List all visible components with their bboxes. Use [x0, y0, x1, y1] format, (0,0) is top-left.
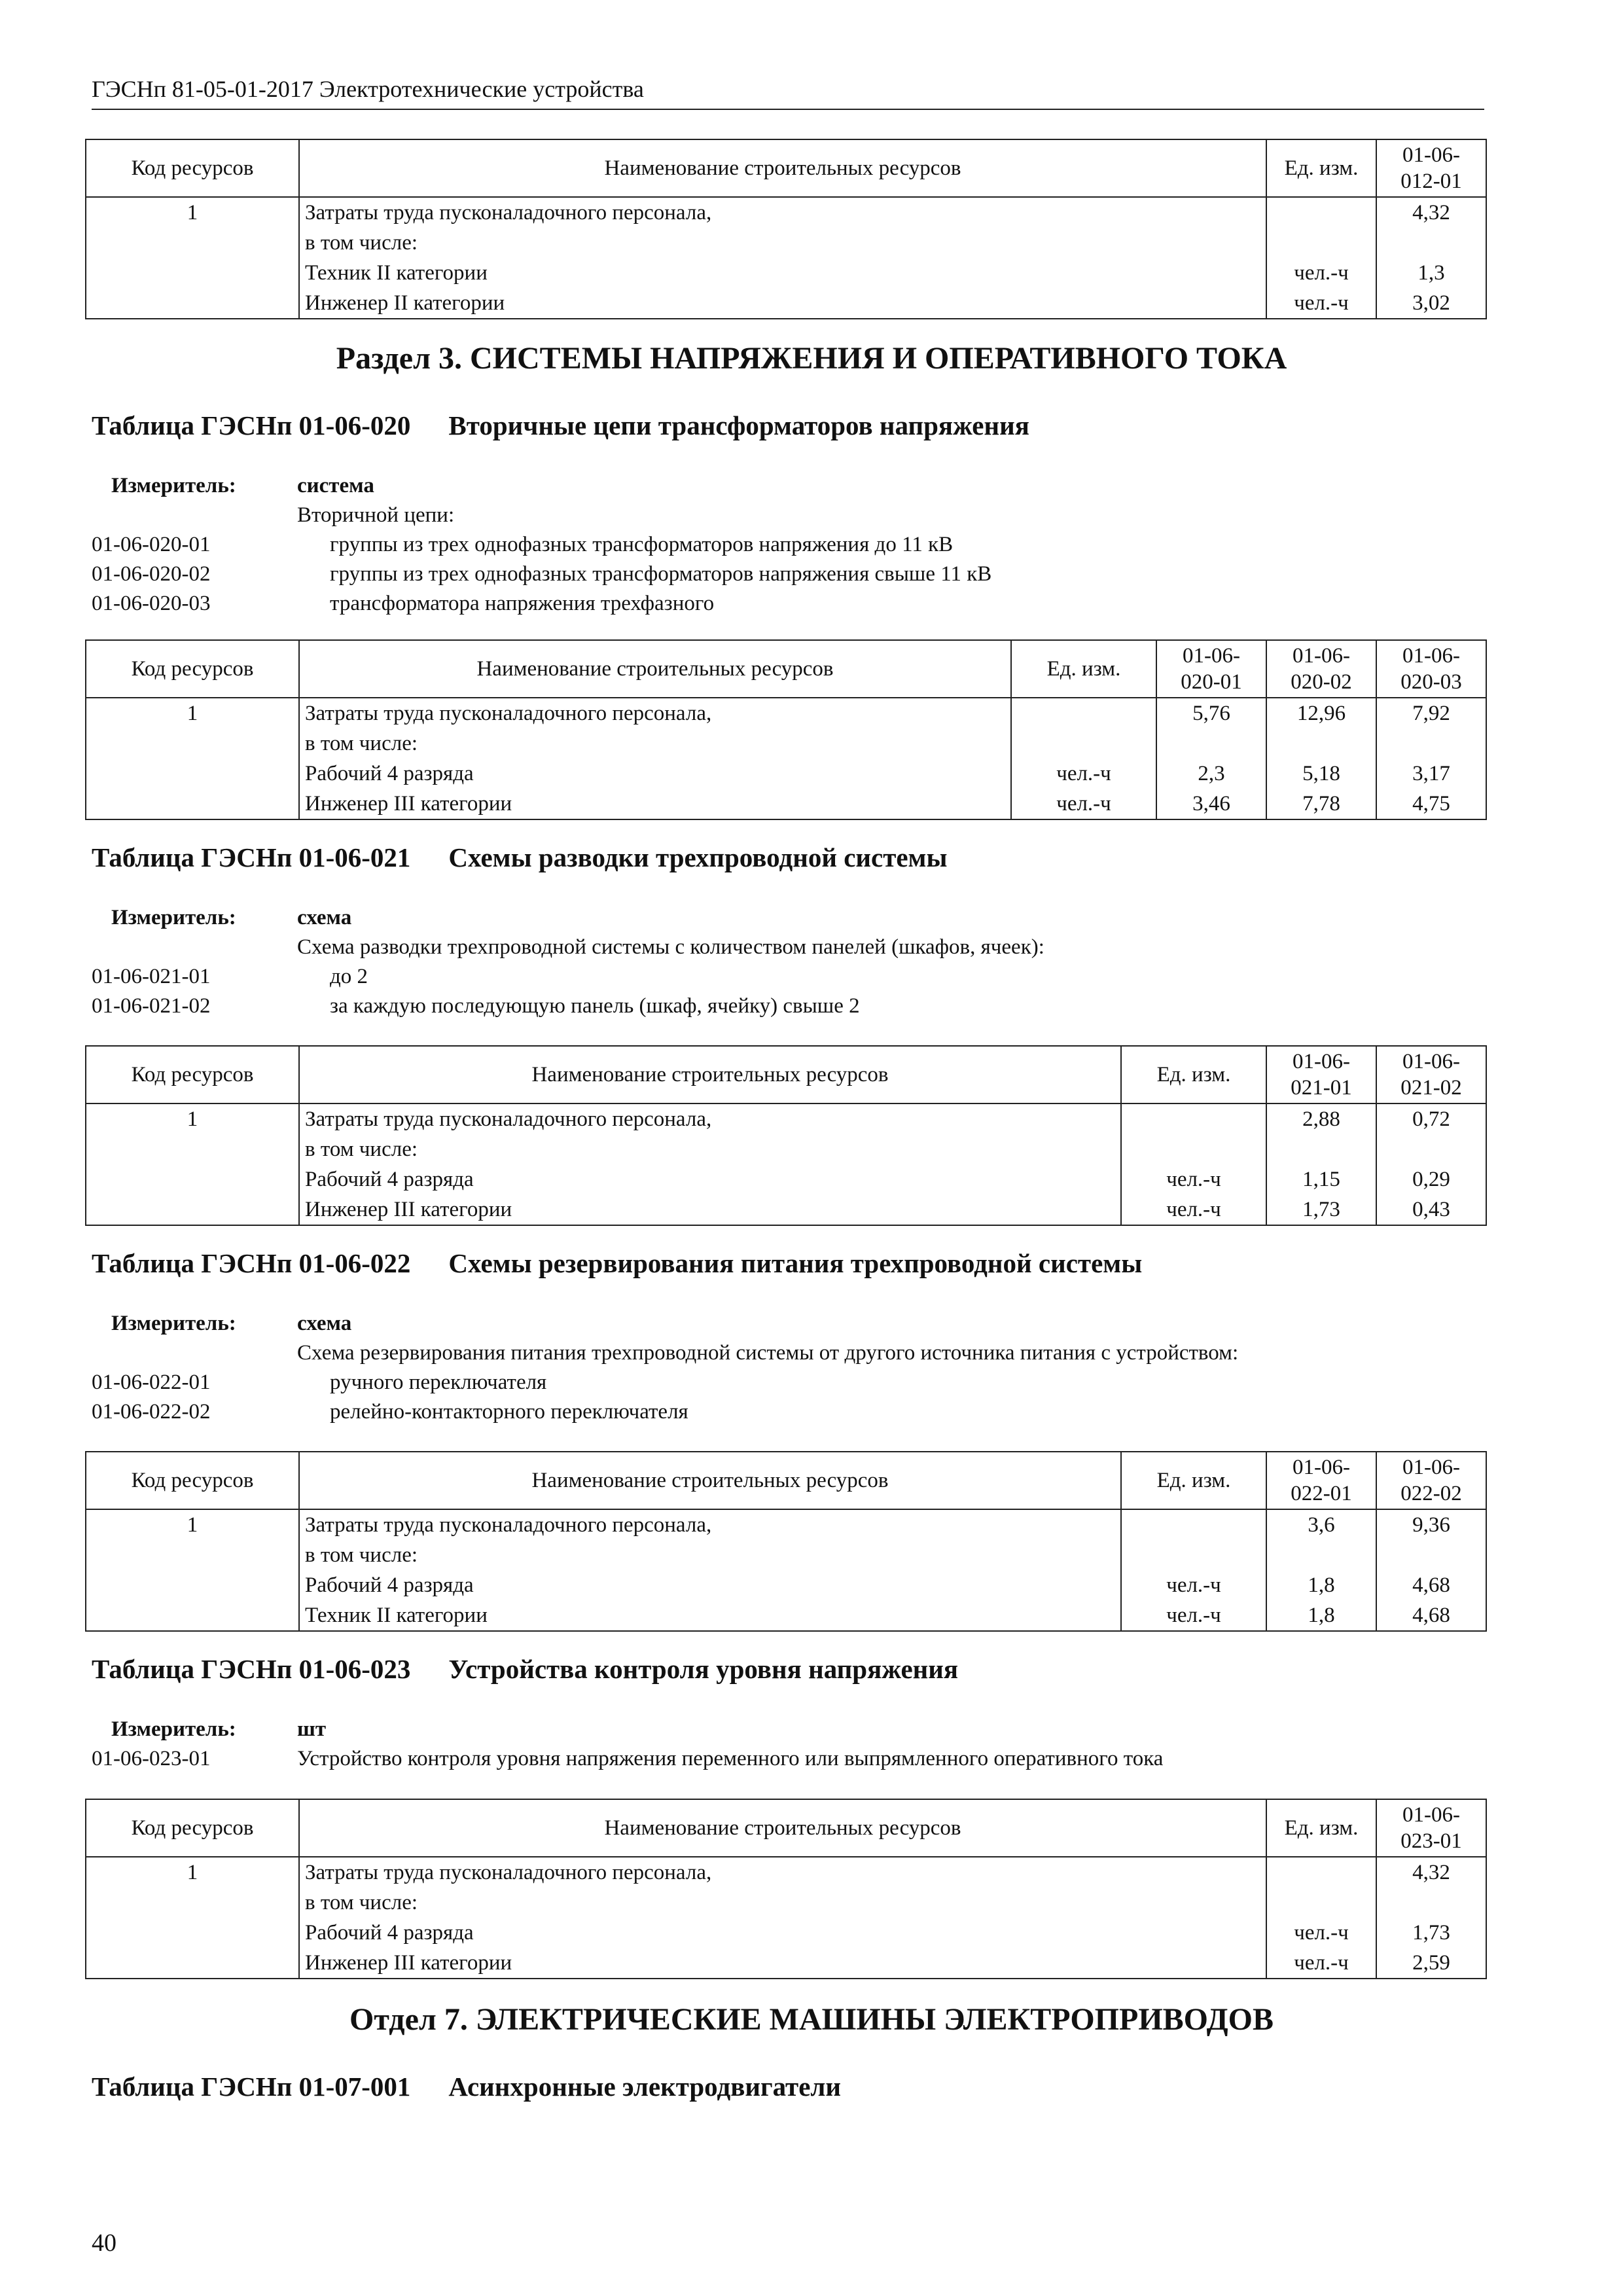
norm-code-part: 01-06-	[1402, 1050, 1460, 1073]
meter-unit: шт	[297, 1717, 327, 1741]
table-row	[86, 1857, 1486, 1888]
col-header-name: Наименование строительных ресурсов	[299, 1046, 1121, 1103]
resource-table-020	[85, 639, 1487, 820]
resource-name: Инженер III категории	[299, 1194, 1121, 1225]
norm-code: 01-06-021-01	[92, 965, 211, 988]
col-header-unit: Ед. изм.	[1011, 640, 1156, 698]
table-title-code: Таблица ГЭСНп 01-06-022	[92, 1248, 411, 1278]
norm-code: 01-06-022-01	[92, 1371, 211, 1394]
resource-name: Затраты труда пусконаладочного персонала,	[299, 1857, 1266, 1888]
resource-value	[1376, 1888, 1486, 1918]
meter-unit: система	[297, 474, 374, 497]
meter-label: Измеритель:	[111, 906, 236, 929]
resource-name: Инженер II категории	[299, 288, 1266, 319]
resource-value: 3,46	[1156, 789, 1266, 819]
resource-value: 4,68	[1376, 1570, 1486, 1600]
col-header-norm-code	[1376, 1799, 1486, 1857]
resource-value: 0,43	[1376, 1194, 1486, 1225]
resource-name: в том числе:	[299, 228, 1266, 258]
col-header-code: Код ресурсов	[86, 1452, 299, 1509]
resource-name: в том числе:	[299, 1540, 1121, 1570]
norm-code-part: 01-06-	[1293, 1050, 1350, 1073]
col-header-code: Код ресурсов	[86, 1799, 299, 1857]
meter-line	[92, 530, 991, 560]
norm-code: 01-06-020-03	[92, 592, 211, 615]
resource-value: 3,17	[1376, 759, 1486, 789]
resource-value: 9,36	[1376, 1509, 1486, 1540]
resource-value	[1156, 728, 1266, 759]
resource-code	[86, 258, 299, 288]
table-row	[86, 197, 1486, 228]
col-header-norm-code	[1156, 640, 1266, 698]
norm-description: Устройство контроля уровня напряжения переменного или выпрямленного оперативного тока	[297, 1747, 1164, 1770]
resource-code: 1	[86, 1103, 299, 1134]
resource-value: 3,02	[1376, 288, 1486, 319]
meter-line	[92, 1397, 1238, 1427]
resource-code	[86, 728, 299, 759]
resource-name: в том числе:	[299, 1888, 1266, 1918]
meter-block-021	[92, 903, 1044, 1021]
table-row	[86, 728, 1486, 759]
col-header-unit: Ед. изм.	[1266, 139, 1376, 197]
resource-value: 5,18	[1266, 759, 1376, 789]
table-title-code: Таблица ГЭСНп 01-06-021	[92, 842, 411, 872]
norm-code-part: 01-06-	[1402, 1803, 1460, 1827]
resource-value: 2,59	[1376, 1948, 1486, 1979]
norm-description: трансформатора напряжения трехфазного	[330, 592, 715, 615]
meter-line	[92, 933, 1044, 962]
resource-unit: чел.-ч	[1121, 1570, 1266, 1600]
resource-unit: чел.-ч	[1121, 1600, 1266, 1631]
norm-description: Схема резервирования питания трехпроводной системы от другого источника питания с устройством:	[297, 1341, 1239, 1365]
col-header-norm-code	[1376, 640, 1486, 698]
col-header-name: Наименование строительных ресурсов	[299, 640, 1011, 698]
norm-description: ручного переключателя	[330, 1371, 547, 1394]
table-header-row	[86, 1452, 1486, 1509]
table-title-name: Схемы разводки трехпроводной системы	[448, 842, 948, 872]
norm-code	[92, 933, 297, 962]
norm-code-part: 023-01	[1400, 1829, 1462, 1853]
meter-line	[92, 962, 1044, 992]
resource-value	[1376, 228, 1486, 258]
running-header: ГЭСНп 81-05-01-2017 Электротехнические устройства	[92, 76, 644, 102]
table-row	[86, 1509, 1486, 1540]
col-header-name: Наименование строительных ресурсов	[299, 1799, 1266, 1857]
table-row	[86, 1918, 1486, 1948]
resource-value	[1266, 1134, 1376, 1164]
resource-value	[1376, 1540, 1486, 1570]
table-title-name: Устройства контроля уровня напряжения	[448, 1654, 959, 1684]
resource-code	[86, 1570, 299, 1600]
resource-unit	[1011, 728, 1156, 759]
meter-block-022	[92, 1309, 1238, 1427]
table-row	[86, 1134, 1486, 1164]
resource-unit	[1266, 1888, 1376, 1918]
meter-unit: схема	[297, 906, 352, 929]
norm-code: 01-06-022-02	[92, 1400, 211, 1424]
norm-code-part: 022-02	[1400, 1482, 1462, 1505]
resource-value: 4,32	[1376, 197, 1486, 228]
meter-row	[92, 903, 1044, 933]
norm-code-part: 01-06-	[1293, 1456, 1350, 1479]
norm-code-part: 01-06-	[1402, 143, 1460, 167]
norm-code-part: 021-02	[1400, 1076, 1462, 1100]
resource-value	[1376, 1134, 1486, 1164]
resource-unit	[1121, 1540, 1266, 1570]
resource-table-021	[85, 1045, 1487, 1226]
resource-code	[86, 228, 299, 258]
norm-code: 01-06-020-02	[92, 562, 211, 586]
resource-unit	[1011, 698, 1156, 728]
page-number: 40	[92, 2229, 116, 2257]
table-row	[86, 1888, 1486, 1918]
resource-code	[86, 759, 299, 789]
resource-code	[86, 1918, 299, 1948]
table-header-row	[86, 640, 1486, 698]
resource-unit: чел.-ч	[1266, 288, 1376, 319]
table-row	[86, 759, 1486, 789]
table-title-023	[92, 1653, 958, 1685]
table-row	[86, 228, 1486, 258]
resource-unit: чел.-ч	[1266, 258, 1376, 288]
resource-code	[86, 288, 299, 319]
norm-code: 01-06-020-01	[92, 533, 211, 556]
resource-value: 0,29	[1376, 1164, 1486, 1194]
resource-value: 1,3	[1376, 258, 1486, 288]
col-header-norm-code	[1376, 139, 1486, 197]
resource-name: Рабочий 4 разряда	[299, 759, 1011, 789]
resource-value: 1,73	[1266, 1194, 1376, 1225]
table-title-021	[92, 842, 948, 873]
meter-label: Измеритель:	[111, 474, 236, 497]
norm-code-part: 01-06-	[1402, 1456, 1460, 1479]
table-row	[86, 1103, 1486, 1134]
resource-value: 0,72	[1376, 1103, 1486, 1134]
resource-name: в том числе:	[299, 1134, 1121, 1164]
table-row	[86, 698, 1486, 728]
norm-description: Вторичной цепи:	[297, 503, 455, 527]
resource-value: 2,88	[1266, 1103, 1376, 1134]
resource-code: 1	[86, 1509, 299, 1540]
col-header-norm-code	[1266, 640, 1376, 698]
norm-code	[92, 501, 297, 530]
col-header-unit: Ед. изм.	[1266, 1799, 1376, 1857]
header-rule	[92, 109, 1484, 110]
meter-line	[92, 1368, 1238, 1397]
table-header-row	[86, 1046, 1486, 1103]
resource-value: 7,78	[1266, 789, 1376, 819]
norm-code-part: 01-06-	[1293, 644, 1350, 668]
resource-value: 1,15	[1266, 1164, 1376, 1194]
resource-name: Затраты труда пусконаладочного персонала,	[299, 1103, 1121, 1134]
col-header-code: Код ресурсов	[86, 1046, 299, 1103]
resource-table-012	[85, 139, 1487, 319]
table-title-022	[92, 1247, 1142, 1279]
norm-code-part: 01-06-	[1183, 644, 1240, 668]
resource-code	[86, 1540, 299, 1570]
resource-code: 1	[86, 698, 299, 728]
department-7-title: Отдел 7. ЭЛЕКТРИЧЕСКИЕ МАШИНЫ ЭЛЕКТРОПРИВОДОВ	[349, 2002, 1274, 2037]
table-row	[86, 1570, 1486, 1600]
resource-value: 1,73	[1376, 1918, 1486, 1948]
resource-value	[1266, 1540, 1376, 1570]
table-title-code: Таблица ГЭСНп 01-06-023	[92, 1654, 411, 1684]
table-row	[86, 1164, 1486, 1194]
resource-name: Рабочий 4 разряда	[299, 1570, 1121, 1600]
meter-row	[92, 471, 991, 501]
resource-table-022	[85, 1451, 1487, 1632]
table-title-name: Асинхронные электродвигатели	[448, 2072, 842, 2102]
meter-line	[92, 1338, 1238, 1368]
norm-code-part: 01-06-	[1402, 644, 1460, 668]
resource-table-023	[85, 1799, 1487, 1979]
norm-code-part: 022-01	[1291, 1482, 1352, 1505]
resource-name: Техник II категории	[299, 258, 1266, 288]
norm-description: за каждую последующую панель (шкаф, ячейку) свыше 2	[330, 994, 860, 1018]
resource-value: 12,96	[1266, 698, 1376, 728]
table-title-code: Таблица ГЭСНп 01-07-001	[92, 2072, 411, 2102]
resource-name: в том числе:	[299, 728, 1011, 759]
meter-row	[92, 1309, 1238, 1338]
resource-name: Техник II категории	[299, 1600, 1121, 1631]
col-header-norm-code	[1376, 1046, 1486, 1103]
resource-unit: чел.-ч	[1266, 1948, 1376, 1979]
norm-code-part: 020-02	[1291, 670, 1352, 694]
meter-block-023	[92, 1715, 1163, 1774]
norm-description: группы из трех однофазных трансформаторов напряжения до 11 кВ	[330, 533, 954, 556]
resource-code	[86, 1164, 299, 1194]
resource-unit: чел.-ч	[1121, 1194, 1266, 1225]
resource-name: Затраты труда пусконаладочного персонала,	[299, 698, 1011, 728]
table-header-row	[86, 139, 1486, 197]
col-header-norm-code	[1266, 1046, 1376, 1103]
resource-code	[86, 1600, 299, 1631]
meter-line	[92, 992, 1044, 1021]
section-3-title: Раздел 3. СИСТЕМЫ НАПРЯЖЕНИЯ И ОПЕРАТИВНОГО ТОКА	[336, 341, 1287, 376]
col-header-unit: Ед. изм.	[1121, 1452, 1266, 1509]
resource-name: Рабочий 4 разряда	[299, 1918, 1266, 1948]
norm-description: группы из трех однофазных трансформаторов напряжения свыше 11 кВ	[330, 562, 992, 586]
meter-line	[92, 560, 991, 589]
resource-code	[86, 1948, 299, 1979]
resource-code	[86, 1194, 299, 1225]
resource-unit	[1266, 228, 1376, 258]
table-row	[86, 258, 1486, 288]
resource-unit: чел.-ч	[1266, 1918, 1376, 1948]
resource-name: Затраты труда пусконаладочного персонала,	[299, 1509, 1121, 1540]
table-title-name: Схемы резервирования питания трехпроводной системы	[448, 1248, 1143, 1278]
resource-value: 4,68	[1376, 1600, 1486, 1631]
col-header-norm-code	[1266, 1452, 1376, 1509]
col-header-name: Наименование строительных ресурсов	[299, 139, 1266, 197]
meter-label: Измеритель:	[111, 1717, 236, 1741]
table-title-name: Вторичные цепи трансформаторов напряжения	[448, 410, 1029, 440]
resource-value: 5,76	[1156, 698, 1266, 728]
resource-unit	[1266, 1857, 1376, 1888]
resource-value: 1,8	[1266, 1570, 1376, 1600]
norm-code-part: 020-03	[1400, 670, 1462, 694]
meter-line	[92, 589, 991, 619]
resource-unit	[1121, 1509, 1266, 1540]
table-row	[86, 1194, 1486, 1225]
resource-code	[86, 1134, 299, 1164]
table-row	[86, 1540, 1486, 1570]
col-header-code: Код ресурсов	[86, 139, 299, 197]
table-title-020	[92, 410, 1029, 441]
meter-line	[92, 501, 991, 530]
table-title-07-001	[92, 2071, 841, 2102]
meter-label: Измеритель:	[111, 1312, 236, 1335]
resource-value: 4,75	[1376, 789, 1486, 819]
resource-name: Инженер III категории	[299, 789, 1011, 819]
col-header-norm-code	[1376, 1452, 1486, 1509]
resource-name: Затраты труда пусконаладочного персонала,	[299, 197, 1266, 228]
col-header-code: Код ресурсов	[86, 640, 299, 698]
col-header-name: Наименование строительных ресурсов	[299, 1452, 1121, 1509]
meter-block-020	[92, 471, 991, 619]
resource-name: Инженер III категории	[299, 1948, 1266, 1979]
table-header-row	[86, 1799, 1486, 1857]
table-row	[86, 288, 1486, 319]
norm-description: до 2	[330, 965, 368, 988]
resource-code	[86, 789, 299, 819]
resource-unit	[1121, 1134, 1266, 1164]
resource-value: 2,3	[1156, 759, 1266, 789]
resource-code	[86, 1888, 299, 1918]
table-row	[86, 1600, 1486, 1631]
norm-code-part: 021-01	[1291, 1076, 1352, 1100]
norm-code	[92, 1338, 297, 1368]
resource-unit: чел.-ч	[1121, 1164, 1266, 1194]
resource-code: 1	[86, 197, 299, 228]
meter-unit: схема	[297, 1312, 352, 1335]
resource-value	[1266, 728, 1376, 759]
resource-name: Рабочий 4 разряда	[299, 1164, 1121, 1194]
meter-row	[92, 1715, 1163, 1744]
norm-code-part: 012-01	[1400, 170, 1462, 193]
norm-description: релейно-контакторного переключателя	[330, 1400, 688, 1424]
norm-code: 01-06-021-02	[92, 994, 211, 1018]
norm-code: 01-06-023-01	[92, 1747, 211, 1770]
meter-line	[92, 1744, 1163, 1774]
resource-value: 7,92	[1376, 698, 1486, 728]
resource-value	[1376, 728, 1486, 759]
resource-value: 3,6	[1266, 1509, 1376, 1540]
resource-unit	[1266, 197, 1376, 228]
resource-code: 1	[86, 1857, 299, 1888]
table-title-code: Таблица ГЭСНп 01-06-020	[92, 410, 411, 440]
col-header-unit: Ед. изм.	[1121, 1046, 1266, 1103]
resource-value: 1,8	[1266, 1600, 1376, 1631]
table-row	[86, 1948, 1486, 1979]
resource-value: 4,32	[1376, 1857, 1486, 1888]
resource-unit: чел.-ч	[1011, 759, 1156, 789]
norm-description: Схема разводки трехпроводной системы с количеством панелей (шкафов, ячеек):	[297, 935, 1044, 959]
norm-code-part: 020-01	[1181, 670, 1242, 694]
resource-unit: чел.-ч	[1011, 789, 1156, 819]
table-row	[86, 789, 1486, 819]
resource-unit	[1121, 1103, 1266, 1134]
